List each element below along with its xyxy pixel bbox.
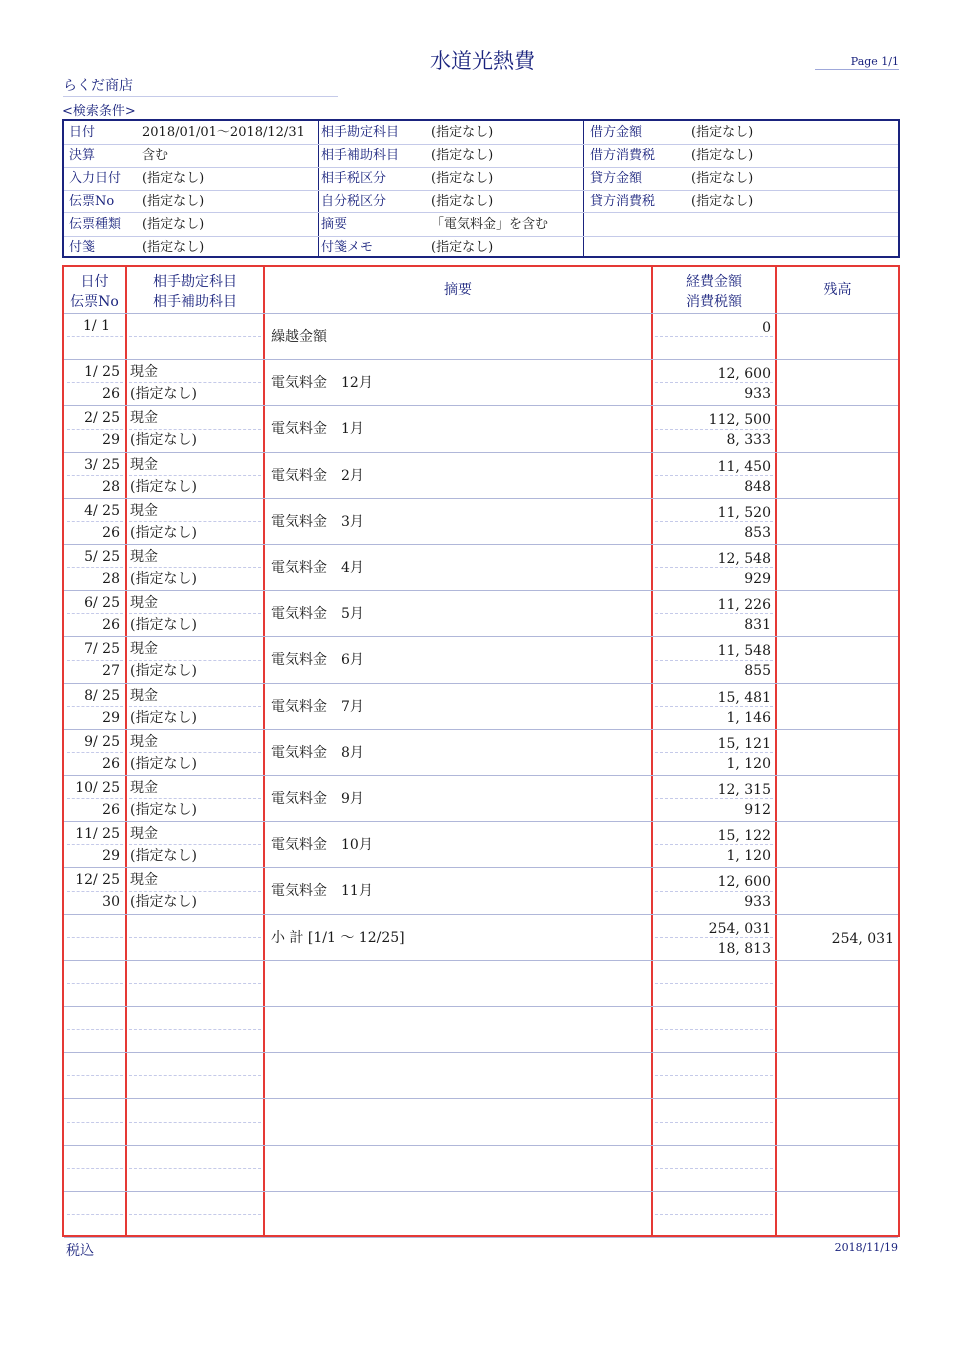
entry-slip-no: 26 (102, 386, 120, 403)
row-midline (655, 1168, 773, 1169)
header-slip-no: 伝票No (70, 294, 119, 310)
row-midline (67, 891, 123, 892)
entry-expense: 12, 315 (717, 782, 771, 798)
condition-label: 相手補助科目 (321, 148, 400, 163)
row-midline (67, 706, 123, 707)
condition-value: (指定なし) (431, 125, 494, 140)
entry-date: 12/ 25 (75, 872, 120, 889)
entry-slip-no: 29 (102, 848, 120, 865)
entry-date: 3/ 25 (84, 456, 120, 473)
row-separator (64, 452, 898, 453)
entry-slip-no: 26 (102, 755, 120, 772)
entry-tax: 855 (744, 663, 771, 680)
row-midline (67, 1214, 123, 1215)
row-separator (64, 1191, 898, 1192)
entry-tax: 8, 333 (726, 432, 771, 449)
condition-label: 付箋 (69, 240, 96, 255)
column-divider (775, 267, 777, 1235)
condition-label: 摘要 (321, 217, 348, 232)
entry-expense: 15, 481 (717, 689, 771, 706)
condition-row (64, 167, 898, 191)
condition-label: 貸方金額 (590, 171, 643, 186)
header-separator (64, 313, 898, 314)
row-midline (129, 429, 261, 430)
entry-tax: 929 (744, 571, 771, 587)
condition-label: 自分税区分 (321, 194, 387, 209)
entry-slip-no: 26 (102, 802, 120, 818)
entry-tax: 1, 146 (726, 709, 771, 726)
row-midline (129, 382, 261, 383)
entry-date: 8/ 25 (84, 687, 120, 704)
condition-label: 付箋メモ (321, 240, 374, 255)
subtotal-expense: 254, 031 (708, 920, 771, 937)
condition-value: (指定なし) (431, 148, 494, 163)
entry-account: 現金 (130, 364, 158, 381)
entry-expense: 112, 500 (708, 412, 771, 429)
entry-expense: 11, 548 (717, 643, 771, 660)
entry-tax: 912 (744, 802, 771, 818)
entry-account: 現金 (130, 456, 158, 473)
condition-value: 含む (142, 148, 169, 163)
row-midline (129, 798, 261, 799)
condition-label: 日付 (69, 125, 96, 140)
entry-description: 電気料金 4月 (271, 560, 364, 576)
row-midline (129, 336, 261, 337)
condition-value: (指定なし) (431, 194, 494, 209)
subtotal-tax: 18, 813 (717, 940, 771, 957)
entry-subaccount: (指定なし) (130, 709, 197, 726)
condition-value: (指定なし) (142, 171, 205, 186)
row-midline (67, 752, 123, 753)
entry-description: 電気料金 11月 (271, 883, 373, 900)
condition-row (64, 144, 898, 168)
row-separator (64, 683, 898, 684)
condition-value: 2018/01/01～2018/12/31 (142, 125, 305, 140)
entry-account: 現金 (130, 872, 158, 889)
row-midline (67, 983, 123, 984)
entry-subaccount: (指定なし) (130, 571, 197, 587)
condition-value: (指定なし) (142, 217, 205, 232)
row-midline (129, 1075, 261, 1076)
condition-label: 貸方消費税 (590, 194, 656, 209)
entry-description: 電気料金 12月 (271, 375, 373, 392)
row-midline (655, 983, 773, 984)
condition-row (64, 236, 898, 259)
header-account (127, 267, 263, 318)
row-midline (129, 844, 261, 845)
column-divider (263, 267, 265, 1235)
entry-subaccount: (指定なし) (130, 663, 197, 680)
row-separator (64, 590, 898, 591)
entry-tax: 1, 120 (726, 755, 771, 772)
row-midline (67, 475, 123, 476)
row-separator (64, 405, 898, 406)
entry-expense: 15, 122 (717, 828, 771, 845)
entry-date: 2/ 25 (84, 410, 120, 427)
entry-slip-no: 28 (102, 571, 120, 587)
condition-value: (指定なし) (142, 194, 205, 209)
entry-date: 1/ 25 (84, 364, 120, 381)
row-separator (64, 636, 898, 637)
entry-subaccount: (指定なし) (130, 802, 197, 818)
row-separator (64, 359, 898, 360)
entry-account: 現金 (130, 549, 158, 565)
condition-label: 相手税区分 (321, 171, 387, 186)
row-midline (67, 1168, 123, 1169)
row-midline (655, 1029, 773, 1030)
column-divider (125, 267, 127, 1235)
row-midline (67, 1029, 123, 1030)
row-midline (129, 1214, 261, 1215)
entry-slip-no: 27 (102, 663, 120, 680)
row-midline (67, 1075, 123, 1076)
row-midline (129, 706, 261, 707)
condition-row (64, 190, 898, 213)
entry-slip-no: 28 (102, 478, 120, 495)
row-separator (64, 1237, 898, 1238)
row-midline (129, 1122, 261, 1123)
row-midline (129, 521, 261, 522)
entry-date: 5/ 25 (84, 549, 120, 565)
row-midline (655, 1214, 773, 1215)
row-midline (129, 891, 261, 892)
page-title: 水道光熱費 (430, 49, 535, 73)
carryover-date: 1/ 1 (83, 318, 110, 334)
row-separator (64, 960, 898, 961)
row-midline (67, 429, 123, 430)
condition-label: 伝票種類 (69, 217, 122, 232)
ledger-table (62, 265, 900, 1237)
entry-expense: 11, 520 (717, 504, 771, 521)
row-midline (129, 1029, 261, 1030)
header-counter-subaccount: 相手補助科目 (153, 294, 237, 310)
entry-account: 現金 (130, 410, 158, 427)
entry-description: 電気料金 8月 (271, 744, 364, 761)
condition-value: (指定なし) (691, 148, 754, 163)
row-midline (129, 613, 261, 614)
entry-description: 電気料金 1月 (271, 421, 364, 438)
entry-tax: 933 (744, 386, 771, 403)
row-midline (129, 475, 261, 476)
row-midline (67, 660, 123, 661)
row-midline (129, 1168, 261, 1169)
entry-date: 9/ 25 (84, 733, 120, 750)
print-date: 2018/11/19 (834, 1241, 898, 1254)
row-midline (67, 798, 123, 799)
condition-row (64, 121, 898, 145)
header-balance: 残高 (823, 282, 852, 298)
condition-value: (指定なし) (142, 240, 205, 255)
entry-subaccount: (指定なし) (130, 617, 197, 634)
header-date: 日付 (80, 274, 109, 290)
entry-subaccount: (指定なし) (130, 386, 197, 403)
entry-date: 10/ 25 (75, 780, 120, 796)
subtotal-description: 小 計 [1/1 ～ 12/25] (271, 929, 405, 946)
condition-label: 入力日付 (69, 171, 122, 186)
condition-value: 「電気料金」を含む (431, 217, 549, 232)
row-separator (64, 1098, 898, 1099)
entry-slip-no: 30 (102, 894, 120, 911)
row-separator (64, 1145, 898, 1146)
condition-value: (指定なし) (431, 240, 494, 255)
row-midline (129, 660, 261, 661)
entry-account: 現金 (130, 826, 158, 843)
row-midline (67, 613, 123, 614)
entry-tax: 933 (744, 894, 771, 911)
entry-account: 現金 (130, 733, 158, 750)
condition-label: 相手勘定科目 (321, 125, 400, 140)
tax-mode-label: 税込 (66, 1243, 94, 1259)
row-separator (64, 729, 898, 730)
search-conditions-label: <検索条件> (62, 104, 136, 119)
condition-label: 決算 (69, 148, 96, 163)
carryover-expense: 0 (762, 320, 771, 336)
entry-subaccount: (指定なし) (130, 432, 197, 449)
row-separator (64, 1052, 898, 1053)
entry-account: 現金 (130, 595, 158, 612)
entry-subaccount: (指定なし) (130, 755, 197, 772)
header-amounts (653, 267, 775, 318)
entry-subaccount: (指定なし) (130, 894, 197, 911)
row-midline (67, 567, 123, 568)
row-midline (67, 1122, 123, 1123)
entry-tax: 853 (744, 524, 771, 541)
row-midline (67, 336, 123, 337)
row-separator (64, 544, 898, 545)
row-midline (67, 382, 123, 383)
search-conditions-table (62, 119, 900, 258)
entry-subaccount: (指定なし) (130, 848, 197, 865)
row-separator (64, 1006, 898, 1007)
row-midline (129, 752, 261, 753)
subtotal-balance: 254, 031 (831, 930, 894, 947)
entry-date: 7/ 25 (84, 641, 120, 658)
row-midline (129, 567, 261, 568)
header-tax: 消費税額 (686, 294, 742, 310)
entry-slip-no: 29 (102, 432, 120, 449)
entry-expense: 11, 226 (717, 597, 771, 614)
carryover-description: 繰越金額 (271, 329, 327, 345)
header-counter-account: 相手勘定科目 (153, 274, 237, 290)
entry-expense: 12, 600 (717, 366, 771, 383)
condition-value: (指定なし) (431, 171, 494, 186)
condition-value: (指定なし) (691, 194, 754, 209)
header-date-slip (64, 267, 125, 318)
condition-value: (指定なし) (691, 171, 754, 186)
entry-account: 現金 (130, 641, 158, 658)
entry-subaccount: (指定なし) (130, 478, 197, 495)
entry-tax: 1, 120 (726, 848, 771, 865)
header-description: 摘要 (444, 282, 472, 298)
entry-description: 電気料金 3月 (271, 513, 364, 530)
entry-subaccount: (指定なし) (130, 524, 197, 541)
condition-row (64, 213, 898, 237)
entry-expense: 15, 121 (717, 735, 771, 752)
row-midline (655, 1075, 773, 1076)
row-midline (655, 1122, 773, 1123)
row-midline (129, 937, 261, 938)
header-expense: 経費金額 (686, 274, 742, 290)
company-name: らくだ商店 (63, 75, 338, 97)
entry-description: 電気料金 2月 (271, 467, 364, 484)
entry-expense: 12, 600 (717, 874, 771, 891)
row-separator (64, 867, 898, 868)
entry-expense: 12, 548 (717, 551, 771, 567)
entry-account: 現金 (130, 780, 158, 796)
row-midline (67, 844, 123, 845)
entry-description: 電気料金 10月 (271, 837, 373, 854)
row-midline (129, 983, 261, 984)
row-midline (67, 937, 123, 938)
condition-label: 借方金額 (590, 125, 643, 140)
condition-label: 伝票No (69, 194, 115, 209)
entry-date: 11/ 25 (75, 826, 120, 843)
row-separator (64, 775, 898, 776)
row-separator (64, 914, 898, 915)
entry-slip-no: 29 (102, 709, 120, 726)
condition-value: (指定なし) (691, 125, 754, 140)
page-number: Page 1/1 (815, 55, 899, 70)
entry-expense: 11, 450 (717, 458, 771, 475)
row-separator (64, 821, 898, 822)
entry-account: 現金 (130, 502, 158, 519)
entry-description: 電気料金 6月 (271, 652, 364, 669)
row-separator (64, 498, 898, 499)
entry-slip-no: 26 (102, 524, 120, 541)
entry-date: 6/ 25 (84, 595, 120, 612)
entry-description: 電気料金 7月 (271, 698, 364, 715)
entry-slip-no: 26 (102, 617, 120, 634)
entry-date: 4/ 25 (84, 502, 120, 519)
entry-account: 現金 (130, 687, 158, 704)
entry-description: 電気料金 5月 (271, 606, 364, 623)
condition-label: 借方消費税 (590, 148, 656, 163)
entry-tax: 831 (744, 617, 771, 634)
row-midline (67, 521, 123, 522)
entry-tax: 848 (744, 478, 771, 495)
entry-description: 電気料金 9月 (271, 791, 364, 807)
